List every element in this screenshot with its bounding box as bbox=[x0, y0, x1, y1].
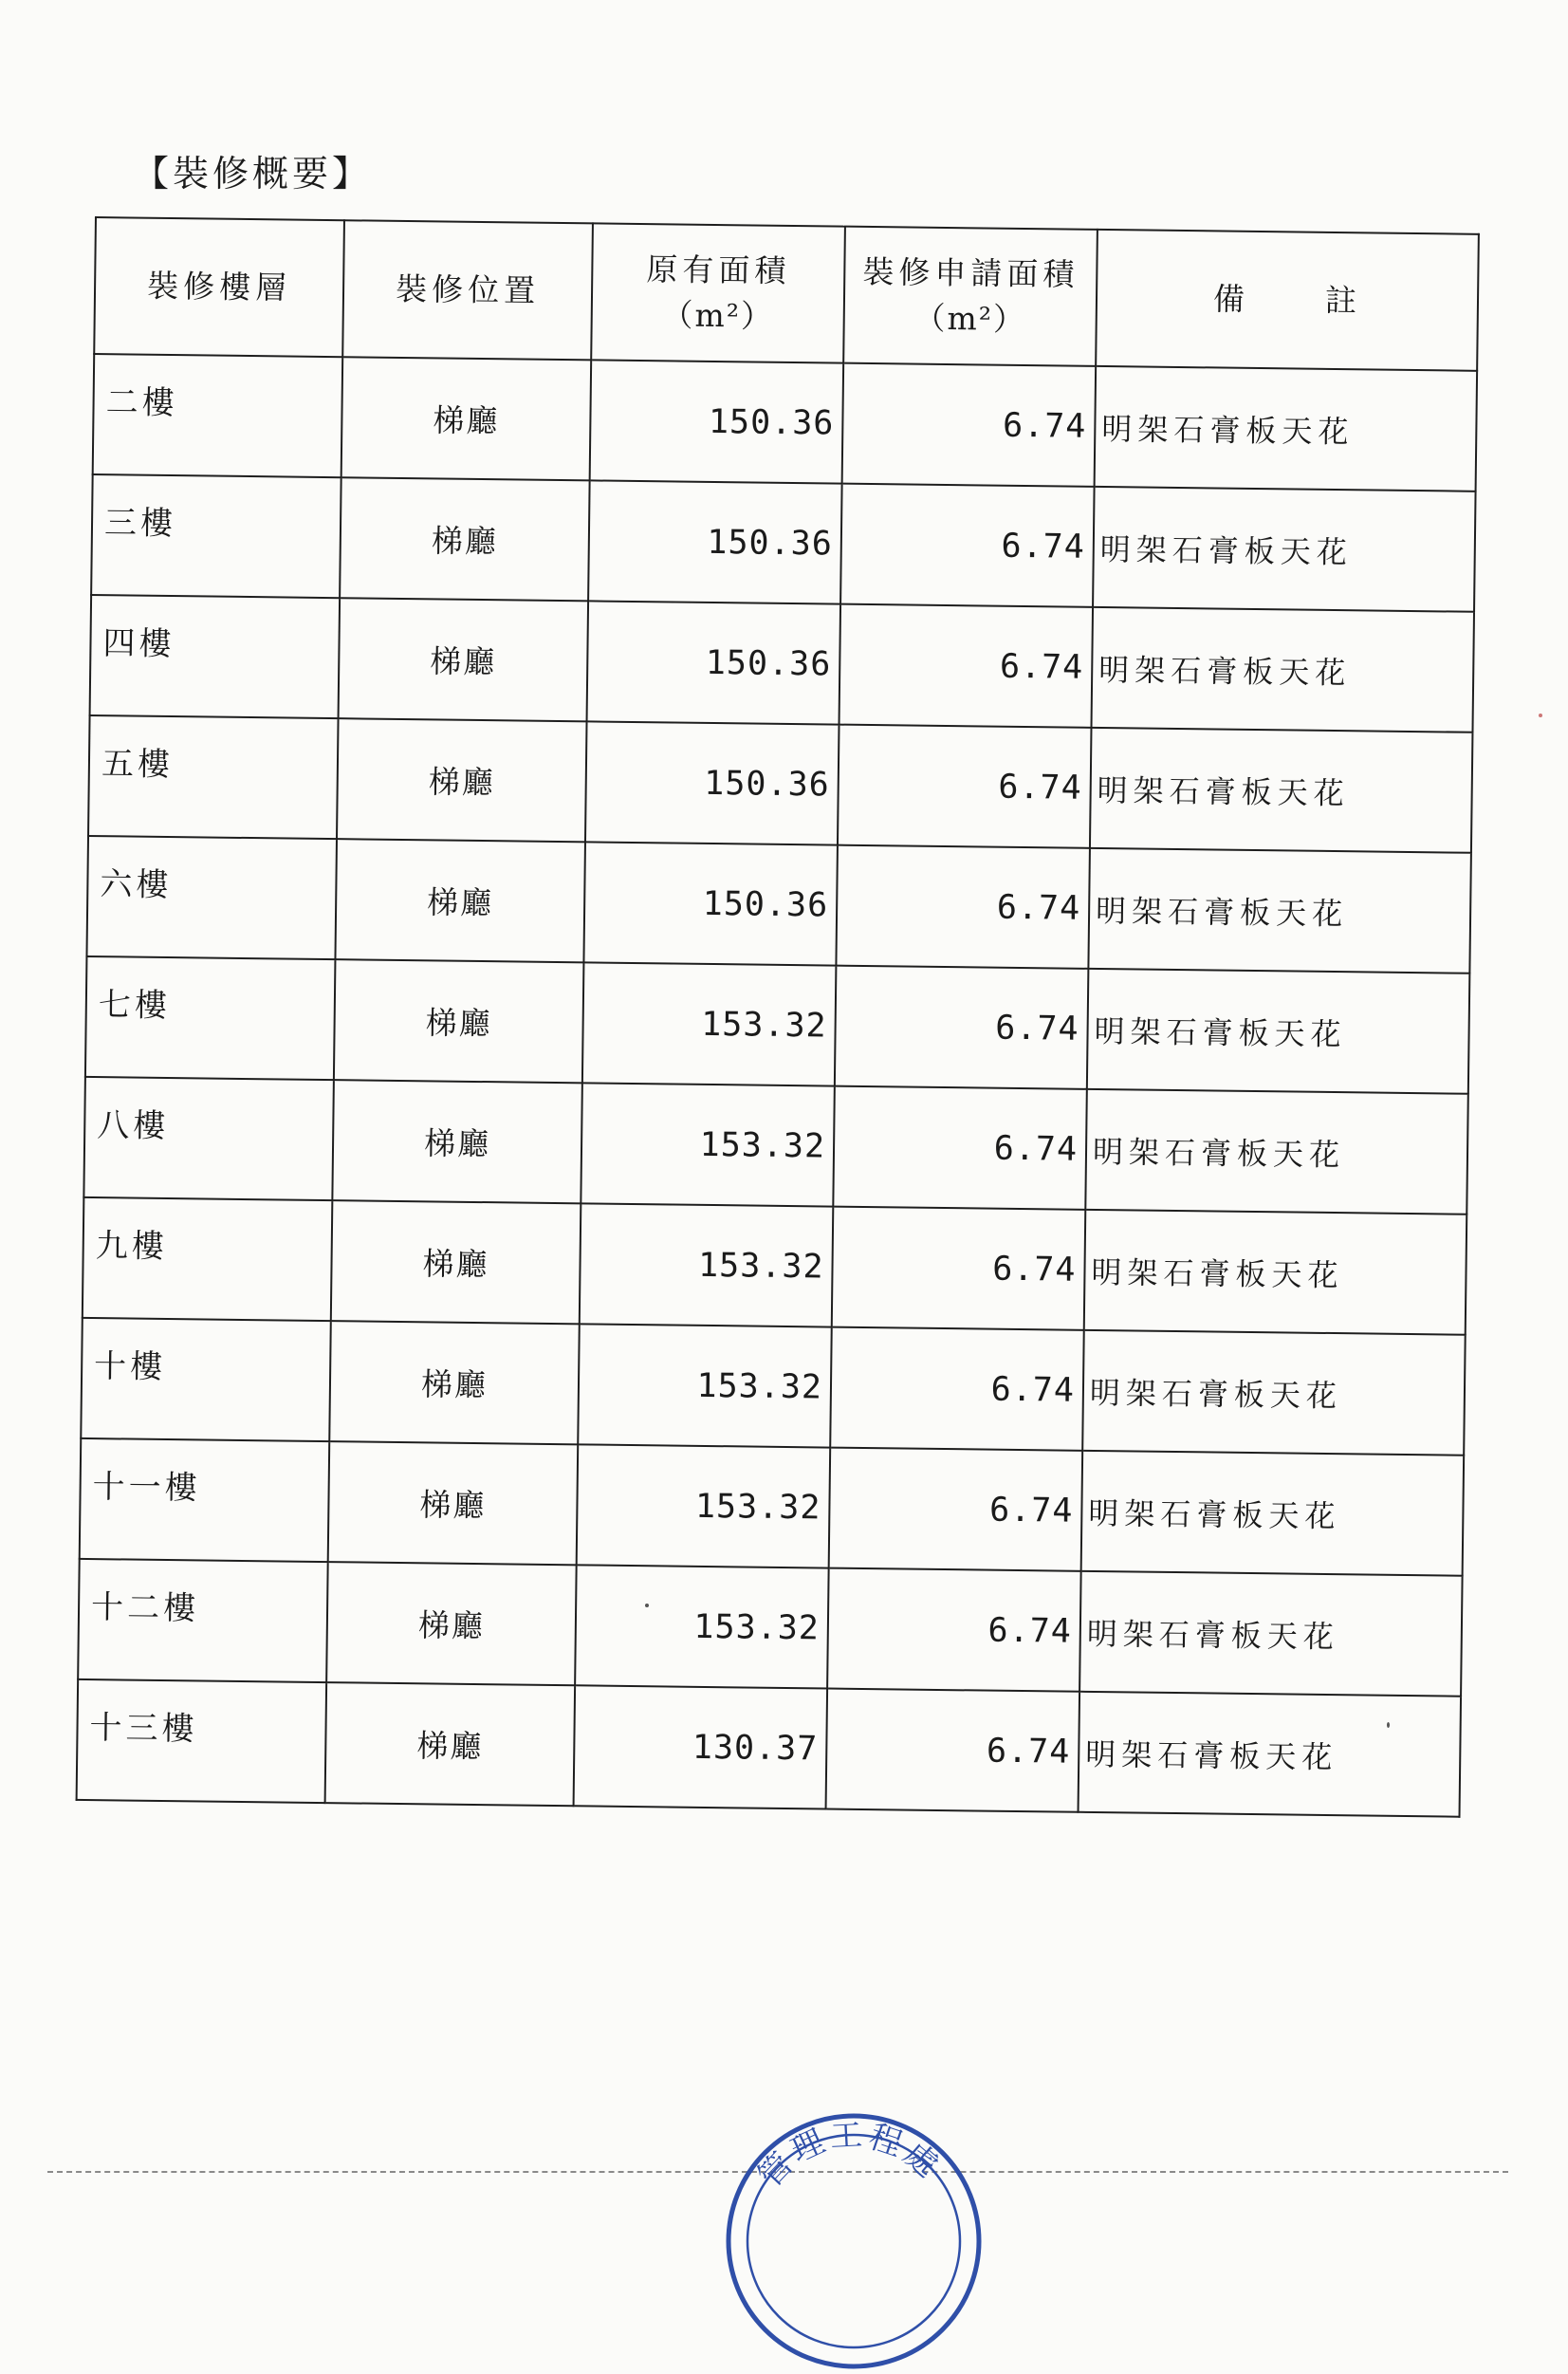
cell-apply-area: 6.74 bbox=[840, 484, 1095, 607]
cell-original-area: 150.36 bbox=[585, 721, 839, 844]
cell-apply-area: 6.74 bbox=[829, 1448, 1083, 1571]
cell-remark: 明架石膏板天花 bbox=[1090, 728, 1473, 853]
cell-floor: 九樓 bbox=[83, 1197, 333, 1321]
cell-original-area: 130.37 bbox=[574, 1685, 828, 1808]
table-row bbox=[85, 956, 1469, 1094]
scan-speck bbox=[645, 1604, 649, 1607]
scan-speck bbox=[1387, 1722, 1390, 1728]
table-row bbox=[91, 474, 1475, 612]
cell-remark: 明架石膏板天花 bbox=[1093, 487, 1476, 612]
table-row bbox=[93, 354, 1477, 491]
cell-location: 梯廳 bbox=[339, 598, 589, 721]
cell-apply-area: 6.74 bbox=[830, 1327, 1084, 1451]
cell-floor: 八樓 bbox=[83, 1077, 334, 1200]
cell-apply-area: 6.74 bbox=[839, 604, 1094, 728]
cell-floor: 四樓 bbox=[90, 595, 341, 718]
cell-original-area: 153.32 bbox=[578, 1324, 832, 1447]
table-row bbox=[80, 1438, 1464, 1576]
cell-location: 梯廳 bbox=[340, 477, 590, 601]
cell-location: 梯廳 bbox=[329, 1321, 580, 1444]
cell-original-area: 150.36 bbox=[583, 842, 838, 965]
cell-remark: 明架石膏板天花 bbox=[1095, 366, 1478, 491]
cell-original-area: 150.36 bbox=[590, 360, 844, 483]
table-row bbox=[86, 836, 1470, 974]
cell-location: 梯廳 bbox=[331, 1200, 581, 1324]
cell-original-area: 153.32 bbox=[582, 962, 837, 1085]
table-row bbox=[90, 595, 1474, 733]
cell-remark: 明架石膏板天花 bbox=[1081, 1451, 1465, 1576]
cell-apply-area: 6.74 bbox=[832, 1207, 1086, 1330]
cell-original-area: 153.32 bbox=[577, 1444, 831, 1567]
section-title: 【裝修概要】 bbox=[133, 153, 373, 195]
renovation-table-wrapper bbox=[76, 216, 1480, 1818]
cell-location: 梯廳 bbox=[325, 1682, 576, 1806]
header-location: 裝修位置 bbox=[342, 220, 593, 360]
header-original-area-unit: （m²） bbox=[661, 296, 775, 335]
table-row bbox=[78, 1559, 1462, 1697]
cell-apply-area: 6.74 bbox=[838, 725, 1092, 848]
cell-location: 梯廳 bbox=[337, 718, 587, 842]
seal-text: 管理工程處 bbox=[750, 2116, 949, 2196]
cell-floor: 五樓 bbox=[88, 715, 339, 839]
cell-floor: 十一樓 bbox=[80, 1438, 330, 1562]
cell-apply-area: 6.74 bbox=[836, 845, 1090, 969]
table-row bbox=[81, 1318, 1465, 1456]
cell-floor: 七樓 bbox=[85, 956, 336, 1080]
cell-original-area: 153.32 bbox=[575, 1565, 829, 1688]
header-remark-char-1: 備 bbox=[1212, 280, 1250, 318]
cell-original-area: 153.32 bbox=[581, 1083, 835, 1206]
cell-apply-area: 6.74 bbox=[835, 966, 1089, 1089]
table-body bbox=[77, 354, 1478, 1817]
header-apply-area-label: 裝修申請面積 bbox=[862, 252, 1079, 293]
cell-original-area: 150.36 bbox=[587, 601, 841, 724]
cell-remark: 明架石膏板天花 bbox=[1079, 1571, 1463, 1697]
header-apply-area-unit: （m²） bbox=[913, 299, 1027, 339]
renovation-summary-table bbox=[76, 216, 1480, 1818]
cell-location: 梯廳 bbox=[334, 959, 584, 1083]
cell-location: 梯廳 bbox=[341, 357, 592, 480]
table-row bbox=[88, 715, 1472, 853]
cell-location: 梯廳 bbox=[326, 1562, 577, 1685]
scan-speck bbox=[1539, 714, 1542, 717]
cell-floor: 十二樓 bbox=[78, 1559, 328, 1682]
cell-apply-area: 6.74 bbox=[827, 1568, 1081, 1692]
header-original-area-label: 原有面積 bbox=[646, 250, 791, 289]
cell-apply-area: 6.74 bbox=[833, 1086, 1087, 1210]
cell-floor: 六樓 bbox=[86, 836, 337, 959]
cell-floor: 十三樓 bbox=[77, 1679, 327, 1803]
cell-floor: 十樓 bbox=[81, 1318, 331, 1441]
cell-original-area: 153.32 bbox=[580, 1203, 834, 1326]
cell-remark: 明架石膏板天花 bbox=[1088, 848, 1471, 974]
header-floor: 裝修樓層 bbox=[94, 217, 344, 357]
official-seal bbox=[721, 2108, 987, 2374]
svg-text:管理工程處 bbox=[751, 2116, 949, 2195]
cell-location: 梯廳 bbox=[332, 1080, 582, 1203]
cell-remark: 明架石膏板天花 bbox=[1082, 1330, 1466, 1456]
cell-remark: 明架石膏板天花 bbox=[1084, 1210, 1467, 1335]
cell-remark: 明架石膏板天花 bbox=[1085, 1089, 1468, 1215]
table-header-row bbox=[94, 217, 1479, 371]
cell-location: 梯廳 bbox=[328, 1441, 579, 1565]
cell-location: 梯廳 bbox=[335, 839, 585, 962]
header-remark bbox=[1096, 230, 1479, 371]
cell-apply-area: 6.74 bbox=[826, 1689, 1080, 1812]
table-row bbox=[83, 1197, 1467, 1335]
cell-floor: 三樓 bbox=[91, 474, 341, 598]
header-remark-char-2: 註 bbox=[1324, 281, 1362, 320]
cell-remark: 明架石膏板天花 bbox=[1087, 969, 1470, 1094]
table-row bbox=[77, 1679, 1461, 1817]
cell-remark: 明架石膏板天花 bbox=[1079, 1692, 1462, 1817]
cell-remark: 明架石膏板天花 bbox=[1091, 607, 1474, 733]
header-apply-area bbox=[843, 227, 1098, 366]
cell-apply-area: 6.74 bbox=[842, 363, 1097, 487]
header-original-area bbox=[591, 223, 845, 362]
cell-original-area: 150.36 bbox=[588, 480, 842, 603]
table-row bbox=[83, 1077, 1467, 1215]
cell-floor: 二樓 bbox=[93, 354, 343, 477]
